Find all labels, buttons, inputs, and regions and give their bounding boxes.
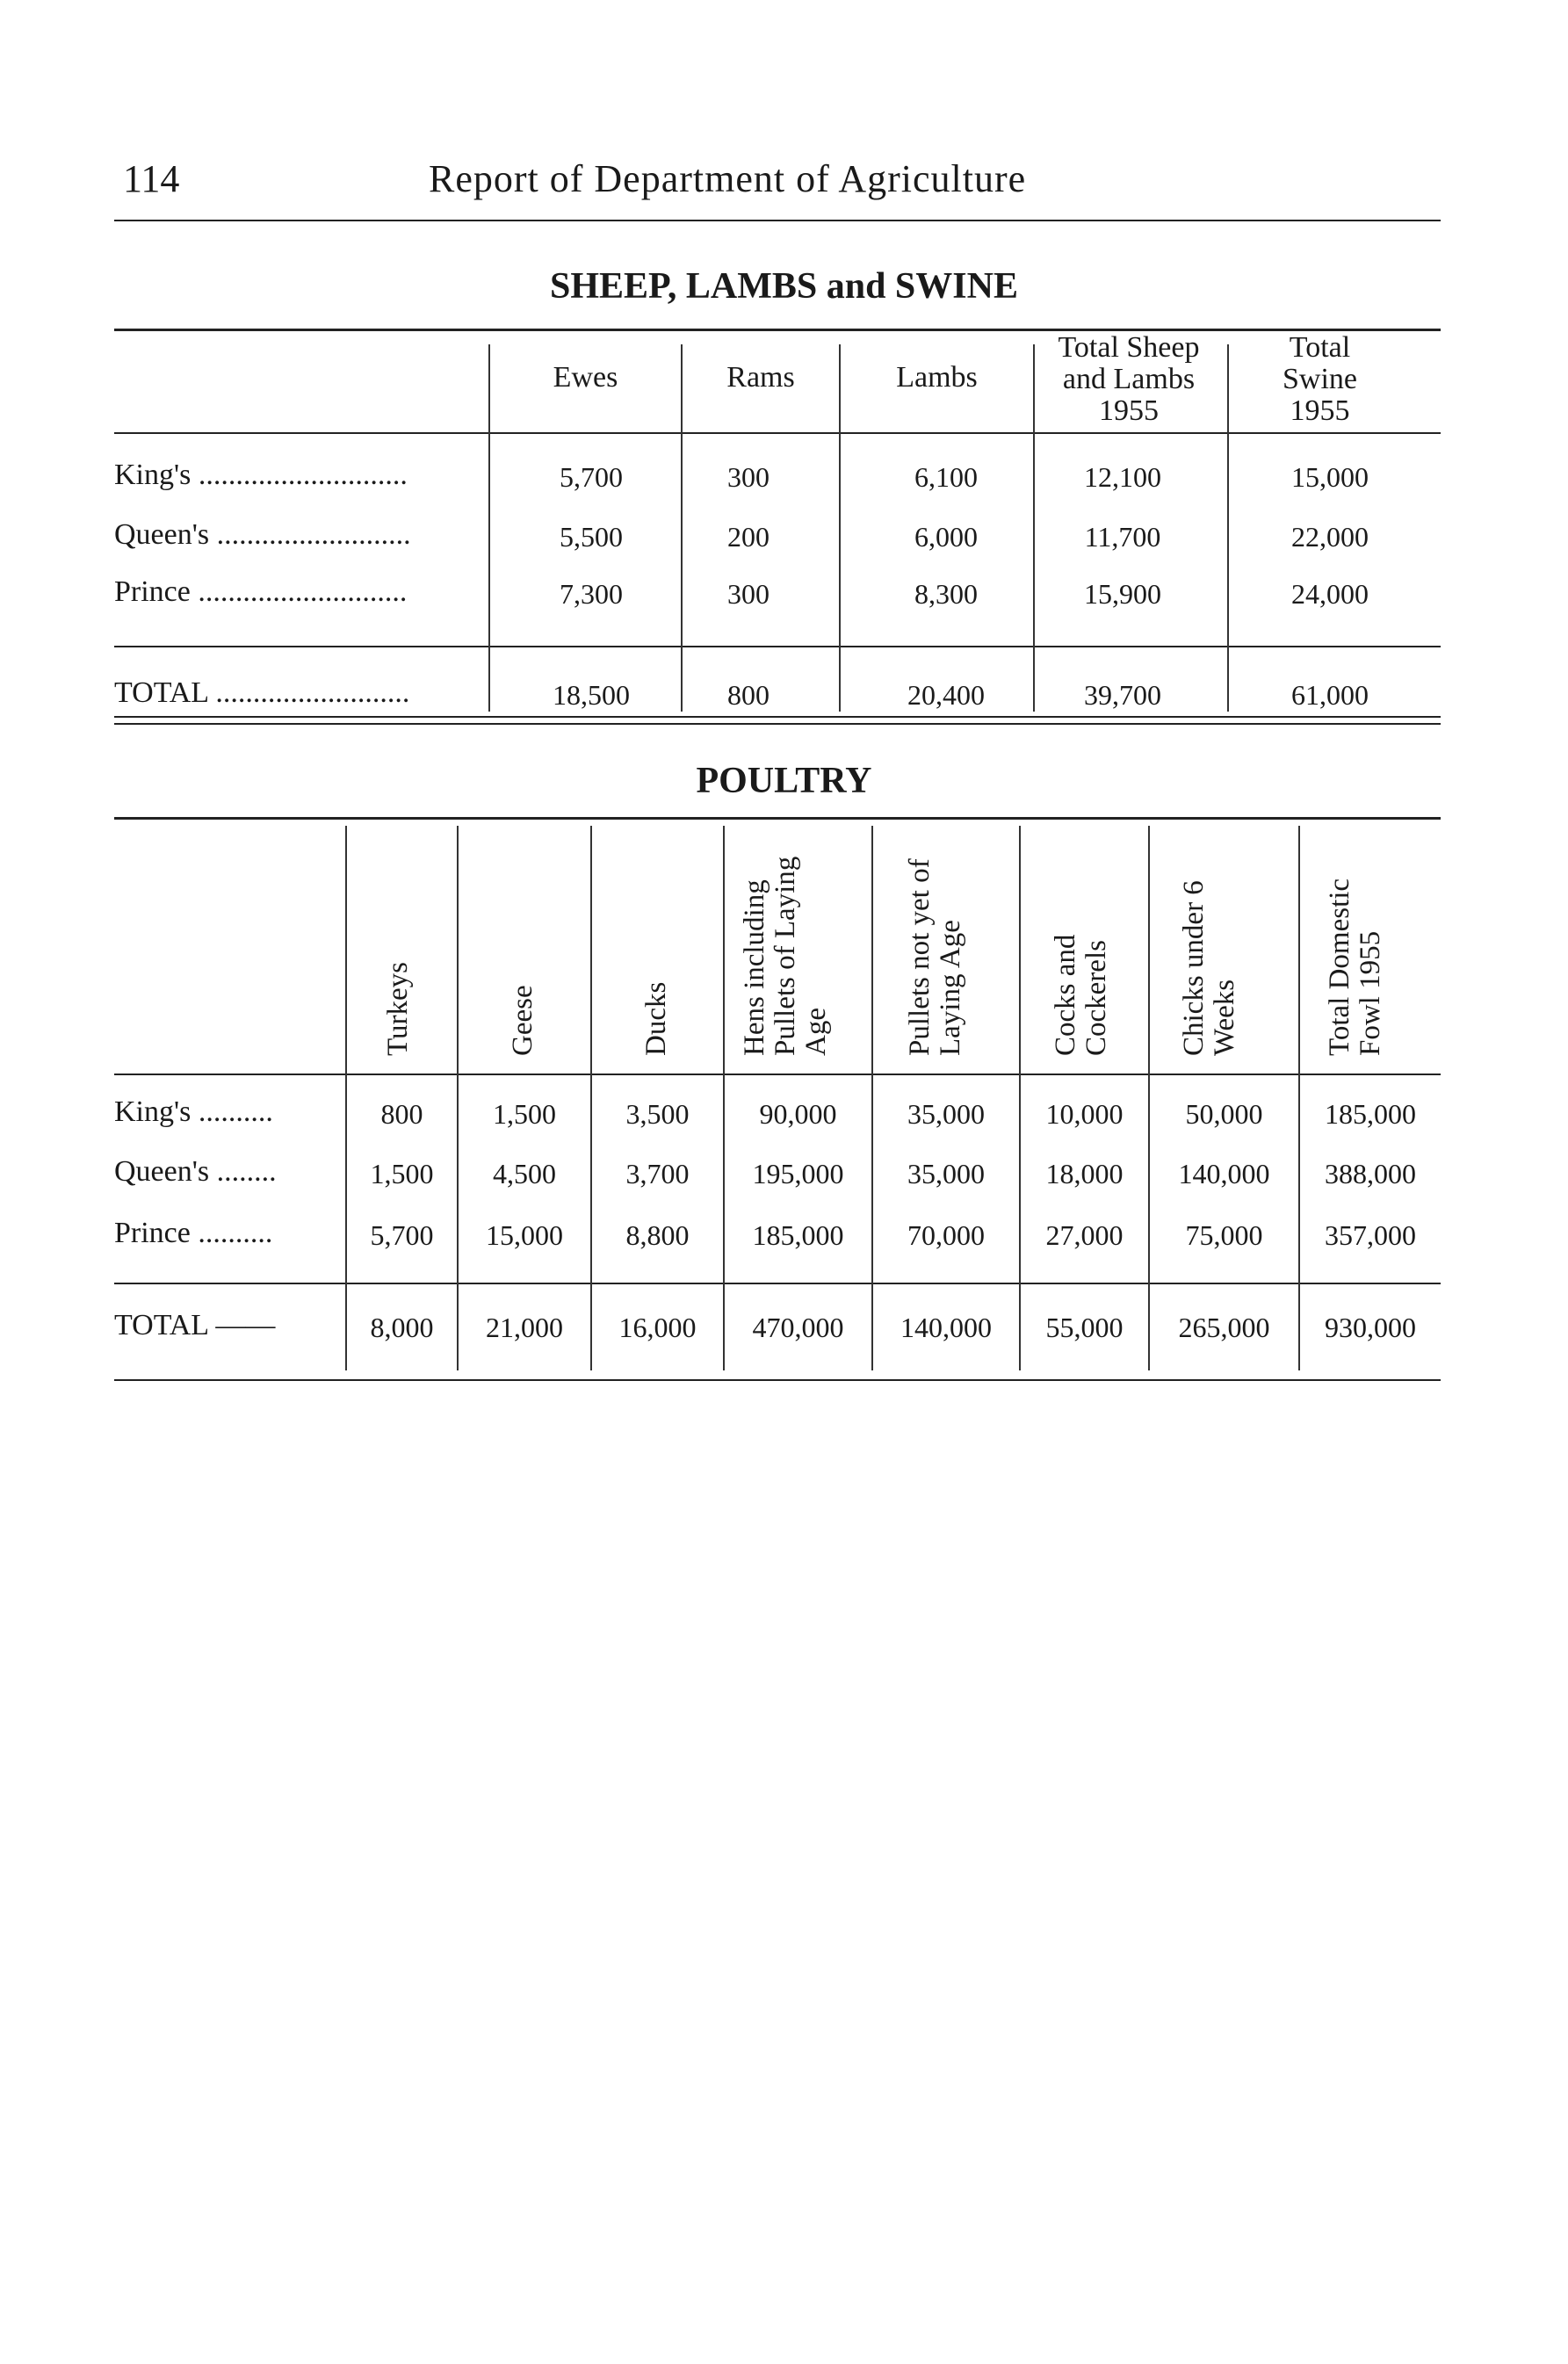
poultry-header-ducks: Ducks — [640, 981, 672, 1056]
cell: 5,700 — [370, 1219, 434, 1251]
sheep-table-total-rule — [114, 646, 1441, 647]
cell: 800 — [380, 1098, 423, 1130]
sheep-header-total-swine: Total Swine 1955 — [1283, 331, 1357, 427]
cell: 300 — [727, 578, 770, 610]
page-number: 114 — [123, 157, 180, 200]
cell: 1,500 — [370, 1158, 434, 1189]
sheep-table-header-rule — [114, 432, 1441, 434]
header-rule — [114, 220, 1441, 221]
total-label: TOTAL —— — [114, 1309, 276, 1341]
poultry-header-total-fowl: Total Domestic Fowl 1955 — [1324, 878, 1386, 1056]
total-cell: 8,000 — [370, 1312, 434, 1343]
total-cell: 930,000 — [1325, 1312, 1416, 1343]
cell: 22,000 — [1291, 521, 1369, 553]
total-cell: 61,000 — [1291, 679, 1369, 711]
cell: 6,100 — [914, 461, 978, 493]
cell: 300 — [727, 461, 770, 493]
row-label: Prince ............................ — [114, 575, 408, 608]
total-cell: 20,400 — [907, 679, 985, 711]
cell: 3,700 — [625, 1158, 690, 1189]
row-label: Queen's .......................... — [114, 518, 411, 551]
sheep-header-ewes: Ewes — [553, 361, 618, 394]
cell: 90,000 — [759, 1098, 837, 1130]
poultry-table-top-rule — [114, 817, 1441, 820]
cell: 27,000 — [1045, 1219, 1124, 1251]
poultry-header-pullets: Pullets not yet of Laying Age — [904, 858, 966, 1056]
poultry-table-bottom-rule — [114, 1379, 1441, 1381]
cell: 195,000 — [752, 1158, 844, 1189]
cell: 75,000 — [1185, 1219, 1263, 1251]
cell: 7,300 — [560, 578, 623, 610]
total-cell: 800 — [727, 679, 770, 711]
poultry-table-header-rule — [114, 1074, 1441, 1075]
cell: 5,700 — [560, 461, 623, 493]
sheep-table-title: SHEEP, LAMBS and SWINE — [550, 266, 1018, 307]
cell: 10,000 — [1045, 1098, 1124, 1130]
cell: 15,000 — [486, 1219, 563, 1251]
poultry-table-title: POULTRY — [696, 761, 872, 801]
cell: 140,000 — [1178, 1158, 1270, 1189]
sheep-header-total-sheep: Total Sheep and Lambs 1955 — [1058, 331, 1200, 427]
cell: 70,000 — [907, 1219, 985, 1251]
poultry-header-cocks: Cocks and Cockerels — [1050, 934, 1112, 1056]
cell: 185,000 — [1325, 1098, 1416, 1130]
cell: 12,100 — [1084, 461, 1161, 493]
cell: 18,000 — [1045, 1158, 1124, 1189]
cell: 200 — [727, 521, 770, 553]
poultry-header-turkeys: Turkeys — [382, 962, 414, 1056]
cell: 11,700 — [1084, 521, 1161, 553]
total-cell: 140,000 — [900, 1312, 992, 1343]
row-label: King's .......... — [114, 1095, 273, 1128]
poultry-header-hens: Hens including Pullets of Laying Age — [739, 856, 832, 1056]
cell: 5,500 — [560, 521, 623, 553]
cell: 1,500 — [493, 1098, 556, 1130]
cell: 50,000 — [1185, 1098, 1263, 1130]
cell: 388,000 — [1325, 1158, 1416, 1189]
sheep-table-bottom-rule-2 — [114, 723, 1441, 725]
cell: 8,800 — [625, 1219, 690, 1251]
cell: 4,500 — [493, 1158, 556, 1189]
cell: 8,300 — [914, 578, 978, 610]
sheep-table-bottom-rule — [114, 716, 1441, 718]
total-cell: 470,000 — [752, 1312, 844, 1343]
total-cell: 21,000 — [486, 1312, 563, 1343]
total-cell: 265,000 — [1178, 1312, 1270, 1343]
total-cell: 39,700 — [1084, 679, 1161, 711]
row-label: Queen's ........ — [114, 1155, 277, 1188]
cell: 35,000 — [907, 1158, 985, 1189]
row-label: King's ............................ — [114, 459, 408, 491]
cell: 15,000 — [1291, 461, 1369, 493]
row-label: Prince .......... — [114, 1217, 273, 1249]
cell: 3,500 — [625, 1098, 690, 1130]
sheep-table-top-rule — [114, 329, 1441, 331]
cell: 357,000 — [1325, 1219, 1416, 1251]
total-cell: 16,000 — [618, 1312, 697, 1343]
poultry-header-geese: Geese — [507, 985, 538, 1056]
cell: 24,000 — [1291, 578, 1369, 610]
cell: 15,900 — [1084, 578, 1161, 610]
cell: 6,000 — [914, 521, 978, 553]
poultry-table-total-rule — [114, 1283, 1441, 1284]
cell: 35,000 — [907, 1098, 985, 1130]
total-label: TOTAL .......................... — [114, 676, 410, 709]
total-cell: 55,000 — [1045, 1312, 1124, 1343]
total-cell: 18,500 — [553, 679, 630, 711]
running-head: Report of Department of Agriculture — [429, 157, 1027, 200]
cell: 185,000 — [752, 1219, 844, 1251]
poultry-header-chicks: Chicks under 6 Weeks — [1178, 880, 1240, 1056]
sheep-header-rams: Rams — [726, 361, 795, 394]
sheep-header-lambs: Lambs — [896, 361, 978, 394]
